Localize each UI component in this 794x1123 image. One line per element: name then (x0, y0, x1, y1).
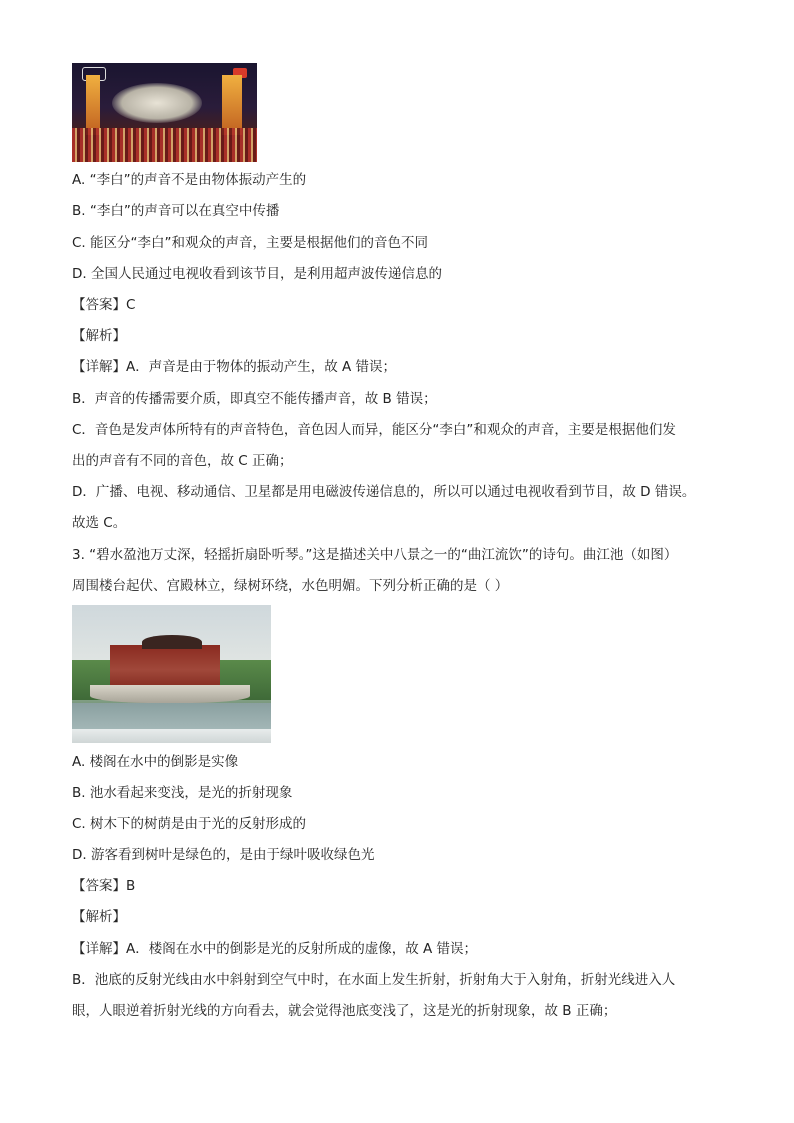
qujiang-pavilion-photo (72, 605, 271, 743)
stone-railing (72, 729, 271, 743)
q2-explanation-line-4: 出的声音有不同的音色，故 C 正确； (72, 453, 293, 469)
q2-option-d: D. 全国人民通过电视收看到该节目，是利用超声波传递信息的 (72, 266, 442, 282)
q3-explanation-line-1: 【详解】A．楼阁在水中的倒影是光的反射所成的虚像，故 A 错误； (72, 941, 478, 957)
q3-analysis-label: 【解析】 (72, 909, 126, 925)
q2-option-c: C. 能区分“李白”和观众的声音，主要是根据他们的音色不同 (72, 235, 428, 251)
q2-explanation-line-6: 故选 C。 (72, 515, 127, 531)
q2-analysis-label: 【解析】 (72, 328, 126, 344)
q3-option-c: C. 树木下的树荫是由于光的反射形成的 (72, 816, 307, 832)
audience-crowd (72, 128, 257, 162)
stage-figure (112, 83, 202, 123)
q2-option-b: B. “李白”的声音可以在真空中传播 (72, 203, 280, 219)
q3-stem-line-2: 周围楼台起伏、宫殿林立，绿树环绕，水色明媚。下列分析正确的是（ ） (72, 578, 509, 594)
q3-explanation-line-3: 眼，人眼逆着折射光线的方向看去，就会觉得池底变浅了，这是光的折射现象，故 B 正确； (72, 1003, 617, 1019)
pagoda-right (222, 75, 242, 135)
gala-stage-photo (72, 63, 257, 162)
q3-explanation-line-2: B．池底的反射光线由水中斜射到空气中时，在水面上发生折射，折射角大于入射角，折射光线进入人 (72, 972, 676, 988)
q3-option-b: B. 池水看起来变浅，是光的折射现象 (72, 785, 293, 801)
q3-answer: 【答案】B (72, 878, 136, 894)
q3-option-d: D. 游客看到树叶是绿色的，是由于绿叶吸收绿色光 (72, 847, 375, 863)
pavilion-roof (142, 635, 202, 649)
q2-explanation-line-5: D．广播、电视、移动通信、卫星都是用电磁波传递信息的，所以可以通过电视收看到节目，故 D 错误。 (72, 484, 696, 500)
q3-stem-line-1: 3. “碧水盈池万丈深，轻摇折扇卧听琴。”这是描述关中八景之一的“曲江流饮”的诗句。曲江池（如图） (72, 547, 678, 563)
q2-explanation-line-3: C．音色是发声体所特有的声音特色，音色因人而异，能区分“李白”和观众的声音，主要是根据他们发 (72, 422, 676, 438)
q2-answer: 【答案】C (72, 297, 136, 313)
stone-boat (90, 685, 250, 703)
q2-explanation-line-1: 【详解】A．声音是由于物体的振动产生，故 A 错误； (72, 359, 397, 375)
q3-option-a: A. 楼阁在水中的倒影是实像 (72, 754, 239, 770)
q2-explanation-line-2: B．声音的传播需要介质，即真空不能传播声音，故 B 错误； (72, 391, 437, 407)
light-tower-left (86, 75, 100, 135)
q2-option-a: A. “李白”的声音不是由物体振动产生的 (72, 172, 307, 188)
